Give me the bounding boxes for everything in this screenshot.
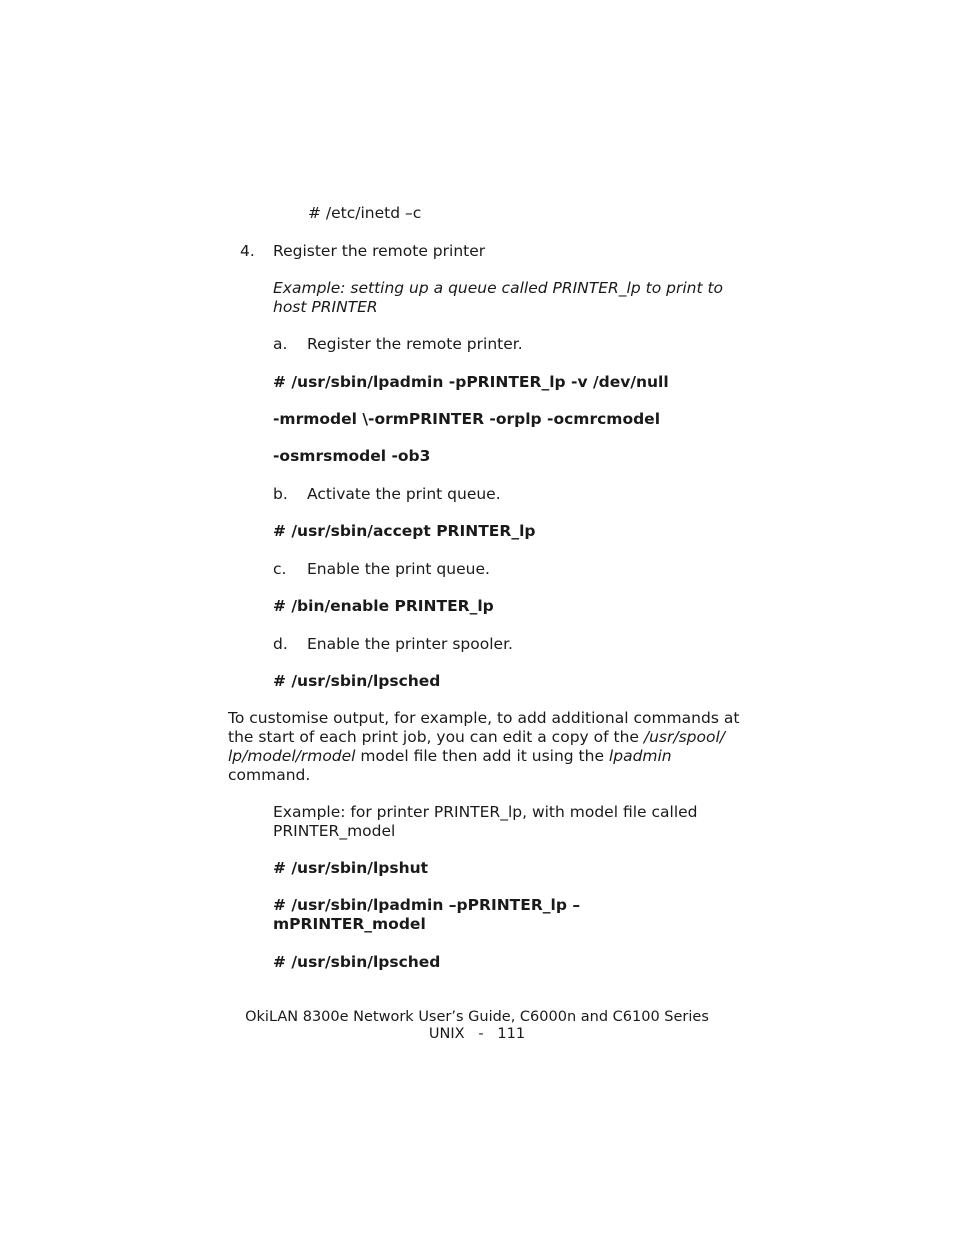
path-model-fragment: lp/model/rmodel <box>228 747 356 765</box>
command-lpadmin-line-1: # /usr/sbin/lpadmin -pPRINTER_lp -v /dev/null <box>273 373 669 391</box>
command-lpadmin-line-3: -osmrsmodel -ob3 <box>273 447 431 465</box>
substep-c-text: Enable the print queue. <box>307 560 490 578</box>
command-lpsched-2: # /usr/sbin/lpsched <box>273 953 441 971</box>
paragraph-line-2 <box>228 728 725 747</box>
example-2-line-2: PRINTER_model <box>273 822 396 840</box>
step-4-number: 4. <box>240 242 255 260</box>
example-1-line-2: host PRINTER <box>273 298 378 316</box>
path-spool-fragment: /usr/spool/ <box>643 728 725 746</box>
footer-title: OkiLAN 8300e Network User’s Guide, C6000n and C6100 Series <box>245 1009 709 1025</box>
paragraph-line-3-text: model file then add it using the <box>355 747 609 765</box>
command-enable: # /bin/enable PRINTER_lp <box>273 597 494 615</box>
command-lpadmin-line-2: -mrmodel \-ormPRINTER -orplp -ocmrcmodel <box>273 410 661 428</box>
footer-page-number: UNIX - 111 <box>428 1026 526 1042</box>
lpadmin-term: lpadmin <box>608 747 672 765</box>
paragraph-line-4: command. <box>228 766 311 784</box>
command-lpadmin2-line-2: mPRINTER_model <box>273 915 426 933</box>
substep-b-label: b. <box>273 485 288 503</box>
command-lpadmin2-line-1: # /usr/sbin/lpadmin –pPRINTER_lp – <box>273 896 581 914</box>
substep-a-text: Register the remote printer. <box>307 335 523 353</box>
substep-a-label: a. <box>273 335 288 353</box>
command-lpsched-1: # /usr/sbin/lpsched <box>273 672 441 690</box>
example-2-line-1: Example: for printer PRINTER_lp, with model file called <box>273 803 698 821</box>
substep-d-text: Enable the printer spooler. <box>307 635 513 653</box>
substep-c-label: c. <box>273 560 287 578</box>
inetd-command: # /etc/inetd –c <box>308 204 422 222</box>
command-accept: # /usr/sbin/accept PRINTER_lp <box>273 522 536 540</box>
command-lpshut: # /usr/sbin/lpshut <box>273 859 429 877</box>
substep-d-label: d. <box>273 635 288 653</box>
paragraph-line-1: To customise output, for example, to add additional commands at <box>228 709 740 727</box>
example-1-line-1: Example: setting up a queue called PRINTER_lp to print to <box>273 279 724 297</box>
paragraph-line-3 <box>228 747 672 766</box>
substep-b-text: Activate the print queue. <box>307 485 501 503</box>
step-4-text: Register the remote printer <box>273 242 486 260</box>
paragraph-line-2-text: the start of each print job, you can edit a copy of the <box>228 728 644 746</box>
